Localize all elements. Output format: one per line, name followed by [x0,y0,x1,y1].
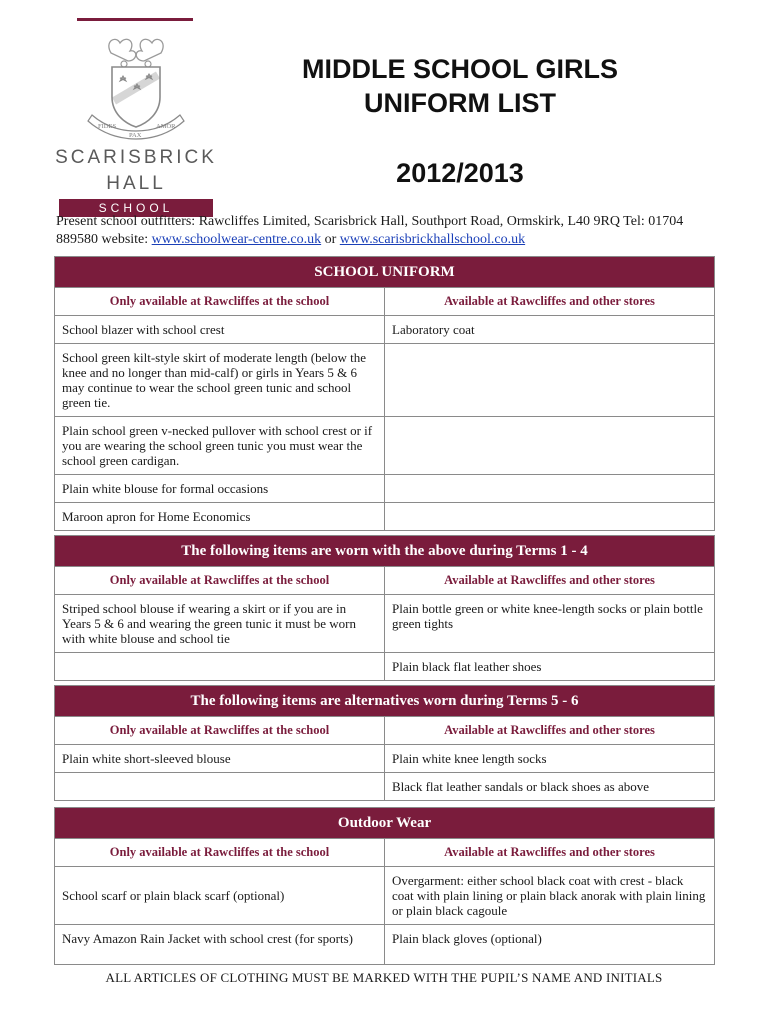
table-cell: Black flat leather sandals or black shoes as above [385,773,715,801]
logo-top-rule [77,18,193,21]
schoolwear-link[interactable]: www.schoolwear-centre.co.uk [151,232,322,247]
column-header-right: Available at Rawcliffes and other stores [385,567,715,595]
section-title: The following items are worn with the above during Terms 1 - 4 [55,536,715,567]
table-cell [55,773,385,801]
section-title: The following items are alternatives worn during Terms 5 - 6 [55,686,715,717]
column-header-right: Available at Rawcliffes and other stores [385,717,715,745]
title-line-2: UNIFORM LIST [364,88,556,118]
table-row [55,503,715,531]
table-cell: Plain white short-sleeved blouse [55,745,385,773]
table-cell: Plain white knee length socks [385,745,715,773]
column-header-right: Available at Rawcliffes and other stores [385,839,715,867]
motto-word-3: AMOR [156,123,176,130]
motto-word-1: FIDES [98,123,117,130]
table-cell: Laboratory coat [385,316,715,344]
table-row [55,417,715,475]
table-row [55,653,715,681]
motto-word-2: PAX [129,132,142,139]
section-title: SCHOOL UNIFORM [55,257,715,288]
logo-school-band: SCHOOL [59,199,213,217]
table-cell: Overgarment: either school black coat with crest - black coat with plain lining or plain black anorak with plain lining or plain black cagoule [385,867,715,925]
table-cell: Plain white blouse for formal occasions [55,475,385,503]
column-header-left: Only available at Rawcliffes at the school [55,567,385,595]
section-terms-5-6 [54,685,715,801]
table-cell: School blazer with school crest [55,316,385,344]
table-row [55,745,715,773]
table-cell: Striped school blouse if wearing a skirt or if you are in Years 5 & 6 and wearing the green tunic it must be worn with white blouse and school tie [55,595,385,653]
table-row [55,867,715,925]
page-title [250,52,670,120]
table-row [55,475,715,503]
table-cell: Plain school green v-necked pullover with school crest or if you are wearing the school green tunic you must wear the school green cardigan. [55,417,385,475]
table-cell: School scarf or plain black scarf (optional) [55,867,385,925]
column-header-left: Only available at Rawcliffes at the school [55,839,385,867]
link-separator: or [324,232,337,247]
table-cell [385,417,715,475]
school-website-link[interactable]: www.scarisbrickhallschool.co.uk [339,232,526,247]
column-header-left: Only available at Rawcliffes at the school [55,717,385,745]
table-cell: Plain black flat leather shoes [385,653,715,681]
table-row [55,344,715,417]
footer-note: ALL ARTICLES OF CLOTHING MUST BE MARKED WITH THE PUPIL’S NAME AND INITIALS [105,970,663,985]
table-cell [385,503,715,531]
section-title: Outdoor Wear [55,808,715,839]
section-terms-1-4 [54,535,715,681]
table-row [55,316,715,344]
outfitters-text: Present school outfitters: Rawcliffes Limited, Scarisbrick Hall, Southport Road, Ormskirk, L40 9RQ Tel: 01704 889580 website: [56,214,684,247]
section-outdoor-wear [54,807,715,965]
table-row [55,925,715,965]
table-row [55,595,715,653]
table-cell: Plain black gloves (optional) [385,925,715,965]
logo-name-line2: HALL [106,173,166,194]
school-crest-icon [76,31,196,143]
column-header-right: Available at Rawcliffes and other stores [385,288,715,316]
column-header-left: Only available at Rawcliffes at the school [55,288,385,316]
table-cell: Navy Amazon Rain Jacket with school crest (for sports) [55,925,385,965]
table-cell [385,344,715,417]
table-cell: School green kilt-style skirt of moderate length (below the knee and no longer than mid-calf) or girls in Years 5 & 6 may continue to wear the school green tunic and school green tie. [55,344,385,417]
school-logo [50,18,222,217]
academic-year: 2012/2013 [396,158,524,188]
table-cell: Plain bottle green or white knee-length socks or plain bottle green tights [385,595,715,653]
title-line-1: MIDDLE SCHOOL GIRLS [301,54,618,84]
table-cell [55,653,385,681]
table-cell: Maroon apron for Home Economics [55,503,385,531]
table-cell [385,475,715,503]
logo-name-line1: SCARISBRICK [55,147,217,168]
table-row [55,773,715,801]
outfitters-info [56,213,716,249]
section-school-uniform [54,256,715,531]
